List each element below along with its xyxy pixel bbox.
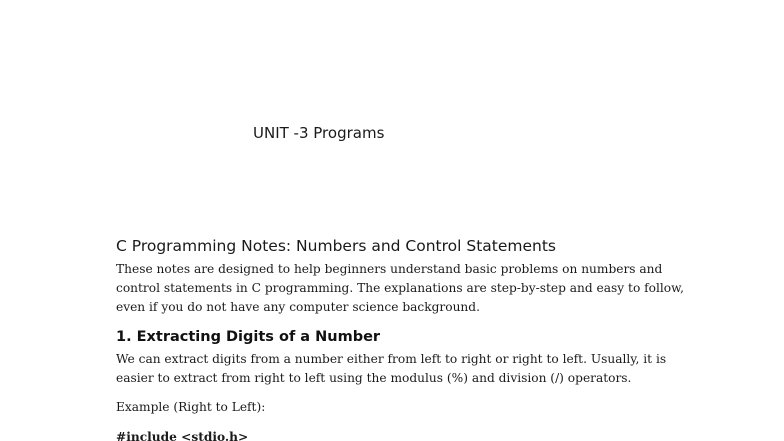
section-heading: 1. Extracting Digits of a Number: [116, 329, 381, 345]
section-line: easier to extract from right to left using the modulus (%) and division (/) operators.: [116, 371, 632, 385]
intro-line: even if you do not have any computer science background.: [116, 300, 480, 314]
example-label: Example (Right to Left):: [116, 400, 266, 414]
section-paragraph: [116, 350, 686, 388]
unit-title: UNIT -3 Programs: [253, 124, 385, 142]
intro-line: control statements in C programming. The explanations are step-by-step and easy to follow,: [116, 281, 684, 295]
intro-line: These notes are designed to help beginners understand basic problems on numbers and: [116, 262, 663, 276]
section-line: We can extract digits from a number either from left to right or right to left. Usually, it is: [116, 352, 667, 366]
intro-paragraph: [116, 260, 686, 317]
code-line-cutoff: #include <stdio.h>: [116, 430, 249, 441]
document-title: C Programming Notes: Numbers and Control Statements: [116, 237, 557, 255]
document-content: [116, 236, 686, 441]
